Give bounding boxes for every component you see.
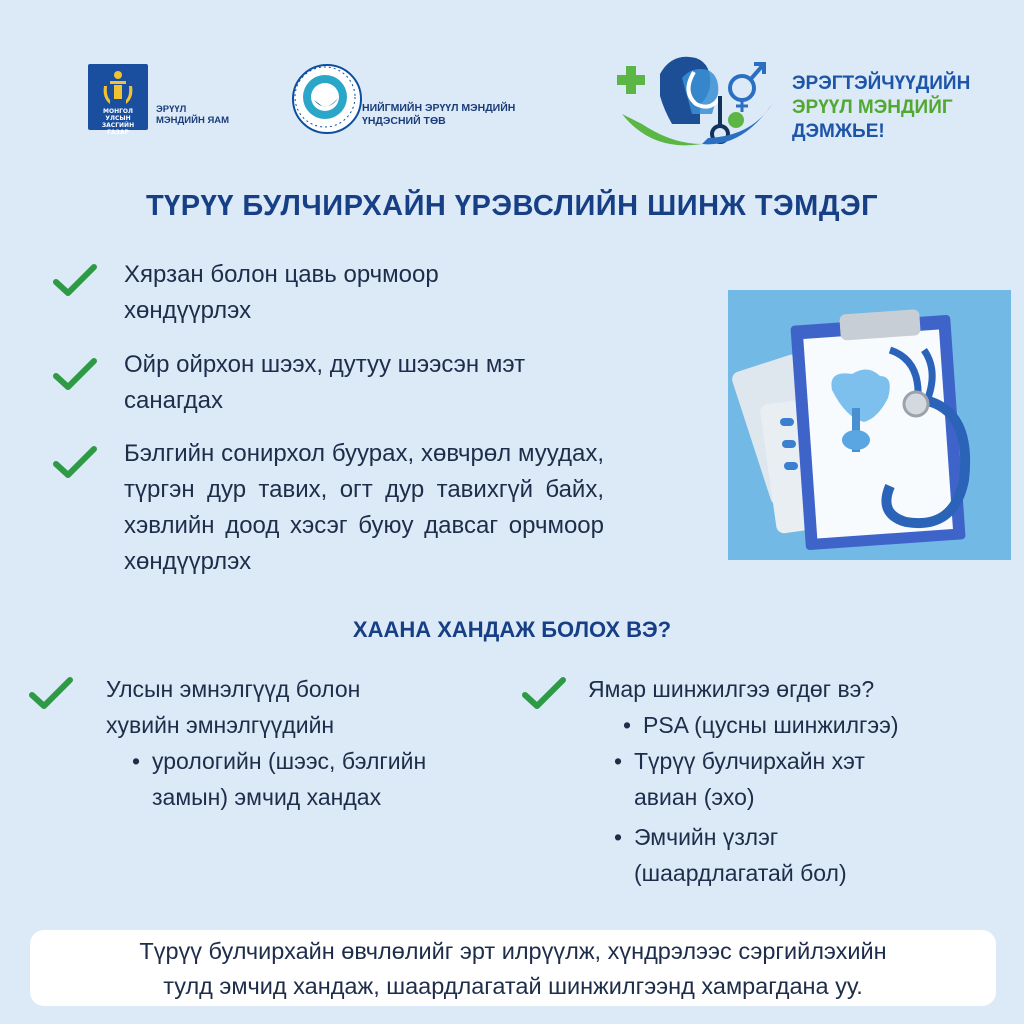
ministry-name-line2: МЭНДИЙН ЯАМ (156, 115, 230, 126)
urology-bullet (132, 743, 427, 815)
footer-text (48, 934, 978, 1004)
nphc-logo (292, 64, 552, 138)
nphc-name-line1: НИЙГМИЙН ЭРҮҮЛ МЭНДИЙН (362, 102, 516, 114)
bullet-dot-icon: • (132, 748, 141, 774)
campaign-line2: ЭРҮҮЛ МЭНДИЙГ (792, 97, 953, 118)
footer-line2: тулд эмчид хандаж, шаардлагатай шинжилгээнд хамрагдана уу. (163, 973, 863, 999)
ministry-name-line1: ЭРҮҮЛ (156, 104, 187, 115)
test-item-3-line1: Эмчийн үзлэг (634, 824, 779, 850)
state-emblem-icon (88, 64, 148, 136)
test-item-3 (614, 819, 847, 891)
urology-bullet-line1: урологийн (шээс, бэлгийн (152, 748, 427, 774)
nphc-name (362, 102, 552, 127)
ministry-name (156, 104, 266, 126)
test-item-2-line2: авиан (эхо) (634, 784, 755, 810)
test-item-3-line2: (шаардлагатай бол) (634, 860, 847, 886)
bullet-dot-icon: • (614, 824, 623, 850)
nphc-logo-icon (292, 64, 362, 134)
footer-line1: Түрүү булчирхайн өвчлөлийг эрт илрүүлж, хүндрэлээс сэргийлэхийн (139, 938, 887, 964)
check-icon (521, 675, 567, 711)
campaign-line3: ДЭМЖЬЕ! (792, 121, 885, 142)
tests-heading: Ямар шинжилгээ өгдөг вэ? (588, 676, 875, 702)
ministry-logo (88, 64, 248, 134)
hospitals-text-line1: Улсын эмнэлгүүд болон (106, 676, 361, 702)
symptom-item-1: Хярзан болон цавь орчмоор хөндүүрлэх (124, 261, 439, 324)
check-icon (52, 262, 98, 298)
symptom-item-2: Ойр ойрхон шээх, дутуу шээсэн мэт санагдах (124, 351, 526, 414)
page-title: ТҮРҮҮ БУЛЧИРХАЙН ҮРЭВСЛИЙН ШИНЖ ТЭМДЭГ (145, 190, 879, 222)
bullet-dot-icon: • (623, 712, 632, 738)
check-icon (28, 675, 74, 711)
symptom-item-3: Бэлгийн сонирхол буурах, хөвчрөл муудах, түргэн дур тавих, огт дур тавихгүй байх, хэвлийн доод хэсэг буюу давсаг орчмоор хөндүүрлэх (124, 440, 604, 575)
campaign-logo (612, 44, 992, 164)
clipboard-stethoscope-photo (728, 290, 1011, 560)
hospitals-text-line2: хувийн эмнэлгүүдийн (106, 712, 335, 738)
footer-callout (30, 930, 996, 1006)
nphc-name-line2: ҮНДЭСНИЙ ТӨВ (362, 114, 446, 127)
check-icon (52, 356, 98, 392)
where-title: ХААНА ХАНДАЖ БОЛОХ ВЭ? (352, 617, 672, 642)
test-item-2-line1: Түрүү булчирхайн хэт (634, 748, 865, 774)
test-item-2 (614, 743, 865, 815)
test-item-1-line1: PSA (цусны шинжилгээ) (643, 712, 899, 738)
campaign-line1: ЭРЭГТЭЙЧҮҮДИЙН (792, 73, 971, 94)
campaign-slogan (792, 72, 992, 144)
hospitals-text (106, 671, 360, 743)
bullet-dot-icon: • (614, 748, 623, 774)
test-item-1 (623, 707, 899, 743)
emblem-caption: МОНГОЛ УЛСЫН ЗАСГИЙН ГАЗАР (101, 108, 135, 136)
campaign-logo-icon (612, 44, 782, 154)
urology-bullet-line2: замын) эмчид хандах (152, 784, 382, 810)
check-icon (52, 444, 98, 480)
